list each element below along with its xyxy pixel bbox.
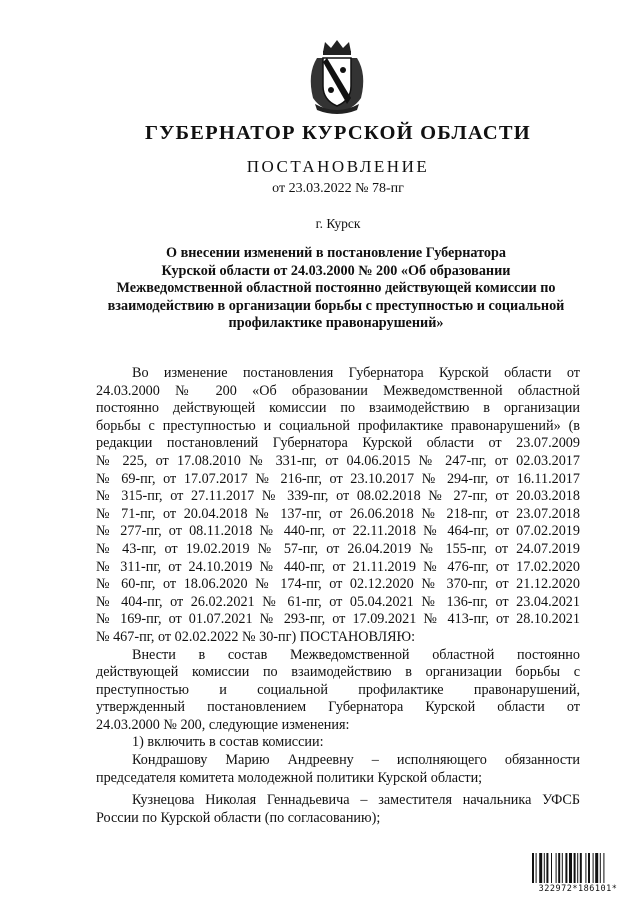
body-line: 24.03.2000 № 200 «Об образовании Межведомственной областной xyxy=(96,382,580,399)
body-line: № 277-пг, от 08.11.2018 № 440-пг, от 22.11.2018 № 464-пг, от 07.02.2019 xyxy=(96,523,580,540)
barcode xyxy=(532,853,624,895)
document-city: г. Курск xyxy=(315,216,361,231)
document-type: ПОСТАНОВЛЕНИЕ xyxy=(246,157,430,176)
body-line: № 60-пг, от 18.06.2020 № 174-пг, от 02.12.2020 № 370-пг, от 21.12.2020 xyxy=(96,576,580,593)
coat-of-arms-icon xyxy=(303,38,371,114)
body-line: № 467-пг, от 02.02.2022 № 30-пг) ПОСТАНОВЛЯЮ: xyxy=(96,628,416,645)
body-line: № 404-пг, от 26.02.2021 № 61-пг, от 05.04.2021 № 136-пг, от 23.04.2021 xyxy=(96,593,580,610)
body-line: редакции постановлений Губернатора Курской области от 23.07.2009 xyxy=(96,435,580,452)
body-line: действующей комиссии по взаимодействию в организации борьбы с xyxy=(96,664,580,681)
subject-line: Межведомственной областной постоянно действующей комиссии по xyxy=(116,280,556,296)
body-line: Во изменение постановления Губернатора Курской области от xyxy=(132,365,580,381)
body-line: 24.03.2000 № 200, следующие изменения: xyxy=(96,716,350,733)
barcode-bars xyxy=(532,853,624,883)
body-line: № 311-пг, от 24.10.2019 № 440-пг, от 21.11.2019 № 476-пг, от 17.02.2020 xyxy=(96,558,580,575)
body-line: постоянно действующей комиссии по взаимодействию в организации xyxy=(96,400,580,417)
body-line: 1) включить в состав комиссии: xyxy=(132,734,324,751)
body-line: России по Курской области (по согласованию); xyxy=(96,809,381,826)
subject-line: профилактике правонарушений» xyxy=(228,315,444,331)
body-line: № 43-пг, от 19.02.2019 № 57-пг, от 26.04.2019 № 155-пг, от 24.07.2019 xyxy=(96,540,580,557)
body-line: № 71-пг, от 20.04.2018 № 137-пг, от 26.06.2018 № 218-пг, от 23.07.2018 xyxy=(96,505,580,522)
body-line: № 169-пг, от 01.07.2021 № 293-пг, от 17.09.2021 № 413-пг, от 28.10.2021 xyxy=(96,611,580,628)
body-line: преступностью и социальной профилактике правонарушений, xyxy=(96,681,580,698)
subject-line: взаимодействию в организации борьбы с преступностью и социальной xyxy=(107,297,565,314)
document-date-number: от 23.03.2022 № 78-пг xyxy=(272,181,404,196)
governor-title: ГУБЕРНАТОР КУРСКОЙ ОБЛАСТИ xyxy=(145,122,531,144)
document-subject xyxy=(96,245,576,333)
body-line: Кузнецова Николая Геннадьевича – заместителя начальника УФСБ xyxy=(132,792,580,809)
subject-line: Курской области от 24.03.2000 № 200 «Об образовании xyxy=(161,262,511,279)
body-line: борьбы с преступностью и социальной профилактике правонарушений» (в xyxy=(96,417,580,434)
document-body xyxy=(96,365,580,827)
barcode-number: 322972*186101* xyxy=(538,884,618,894)
subject-line: О внесении изменений в постановление Губернатора xyxy=(166,245,506,261)
body-line: № 315-пг, от 27.11.2017 № 339-пг, от 08.02.2018 № 27-пг, от 20.03.2018 xyxy=(96,488,580,505)
body-line: утвержденный постановлением Губернатора Курской области от xyxy=(96,699,580,716)
body-line: Внести в состав Межведомственной областной постоянно xyxy=(132,646,580,663)
body-line: Кондрашову Марию Андреевну – исполняющего обязанности xyxy=(132,752,580,769)
body-line: № 225, от 17.08.2010 № 331-пг, от 04.06.2015 № 247-пг, от 02.03.2017 xyxy=(96,452,580,469)
body-line: председателя комитета молодежной политики Курской области; xyxy=(96,769,483,786)
body-line: № 69-пг, от 17.07.2017 № 216-пг, от 23.10.2017 № 294-пг, от 16.11.2017 xyxy=(96,470,580,487)
